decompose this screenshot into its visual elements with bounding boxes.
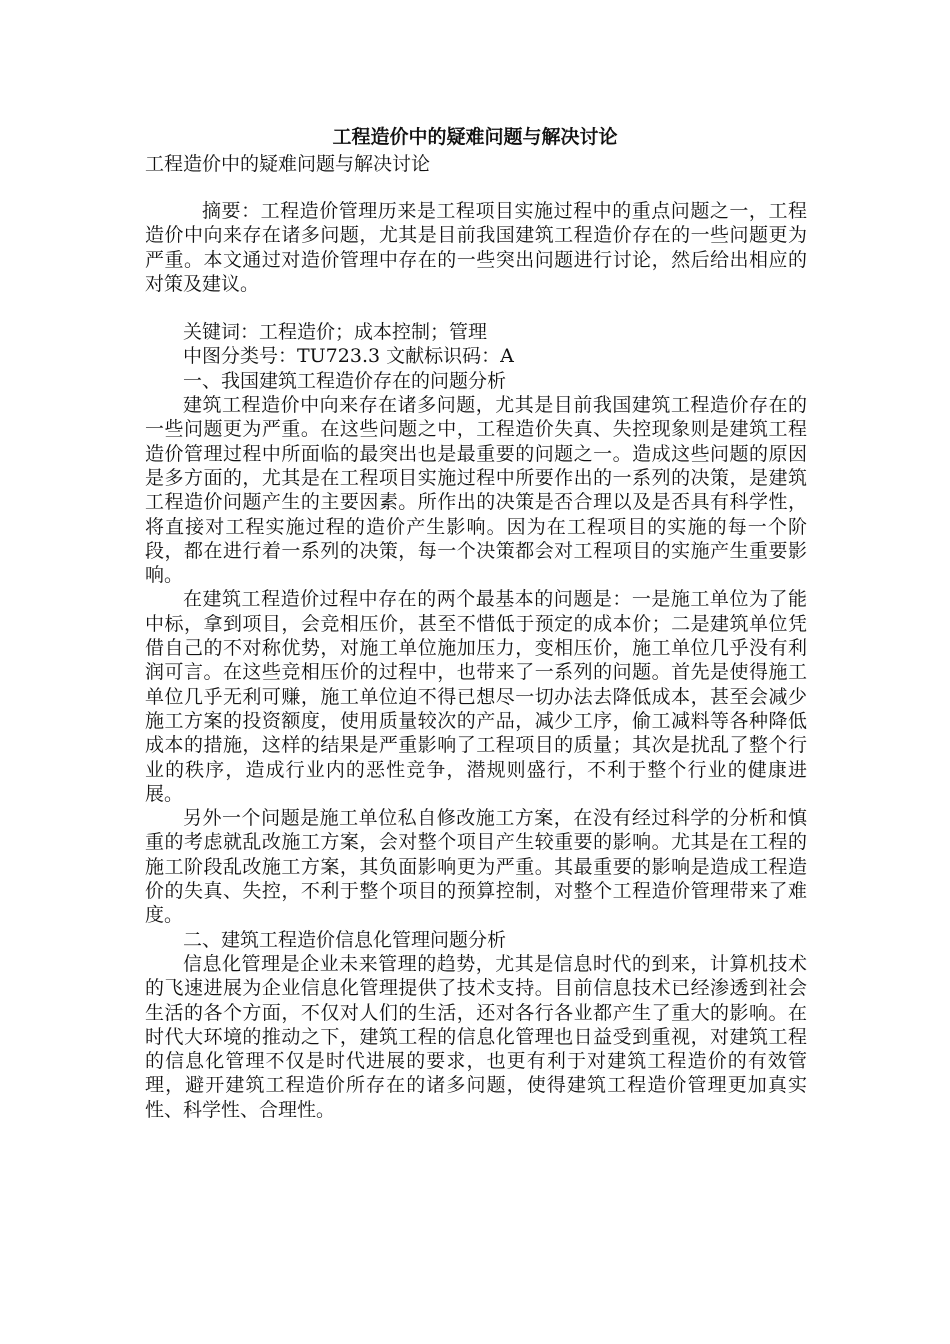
classification-line: 中图分类号：TU723.3 文献标识码：A [183, 345, 514, 368]
section-1-paragraph-2: 在建筑工程造价过程中存在的两个最基本的问题是：一是施工单位为了能中标，拿到项目，会竞相压价，甚至不惜低于预定的成本价；二是建筑单位凭借自己的不对称优势，对施工单位施加压力，变相压价，施工单位几乎没有利润可言。在这些竞相压价的过程中，也带来了一系列的问题。首先是使得施工单位几乎无利可赚，施工单位迫不得已想尽一切办法去降低成本，甚至会减少施工方案的投资额度，使用质量较次的产品，减少工序，偷工减料等各种降低成本的措施，这样的结果是严重影响了工程项目的质量；其次是扰乱了整个行业的秩序，造成行业内的恶性竞争，潜规则盛行，不利于整个行业的健康进展。 [145, 588, 807, 805]
document-subtitle: 工程造价中的疑难问题与解决讨论 [145, 153, 431, 175]
section-2-heading: 二、建筑工程造价信息化管理问题分析 [183, 928, 507, 951]
section-1-heading: 一、我国建筑工程造价存在的问题分析 [183, 369, 507, 392]
keywords-line: 关键词：工程造价；成本控制；管理 [183, 321, 488, 344]
abstract-paragraph: 摘要：工程造价管理历来是工程项目实施过程中的重点问题之一，工程造价中向来存在诸多问题，尤其是目前我国建筑工程造价存在的一些问题更为严重。本文通过对造价管理中存在的一些突出问题进行讨论，然后给出相应的对策及建议。 [145, 200, 807, 295]
section-1-paragraph-3: 另外一个问题是施工单位私自修改施工方案，在没有经过科学的分析和慎重的考虑就乱改施工方案，会对整个项目产生较重要的影响。尤其是在工程的施工阶段乱改施工方案，其负面影响更为严重。其最重要的影响是造成工程造价的失真、失控，不利于整个项目的预算控制，对整个工程造价管理带来了难度。 [145, 807, 807, 927]
document-title: 工程造价中的疑难问题与解决讨论 [332, 126, 618, 148]
section-1-paragraph-1: 建筑工程造价中向来存在诸多问题，尤其是目前我国建筑工程造价存在的一些问题更为严重。在这些问题之中，工程造价失真、失控现象则是建筑工程造价管理过程中所面临的最突出也是最重要的问题之一。造成这些问题的原因是多方面的，尤其是在工程项目实施过程中所要作出的一系列的决策，是建筑工程造价问题产生的主要因素。所作出的决策是否合理以及是否具有科学性，将直接对工程实施过程的造价产生影响。因为在工程项目的实施的每一个阶段，都在进行着一系列的决策，每一个决策都会对工程项目的实施产生重要影响。 [145, 394, 807, 587]
section-2-paragraph-1: 信息化管理是企业未来管理的趋势，尤其是信息时代的到来，计算机技术的飞速进展为企业信息化管理提供了技术支持。目前信息技术已经渗透到社会生活的各个方面，不仅对人们的生活，还对各行各业都产生了重大的影响。在时代大环境的推动之下，建筑工程的信息化管理也日益受到重视，对建筑工程的信息化管理不仅是时代进展的要求，也更有利于对建筑工程造价的有效管理，避开建筑工程造价所存在的诸多问题，使得建筑工程造价管理更加真实性、科学性、合理性。 [145, 952, 807, 1121]
document-body [145, 199, 807, 1122]
paragraph-spacer [145, 296, 807, 320]
